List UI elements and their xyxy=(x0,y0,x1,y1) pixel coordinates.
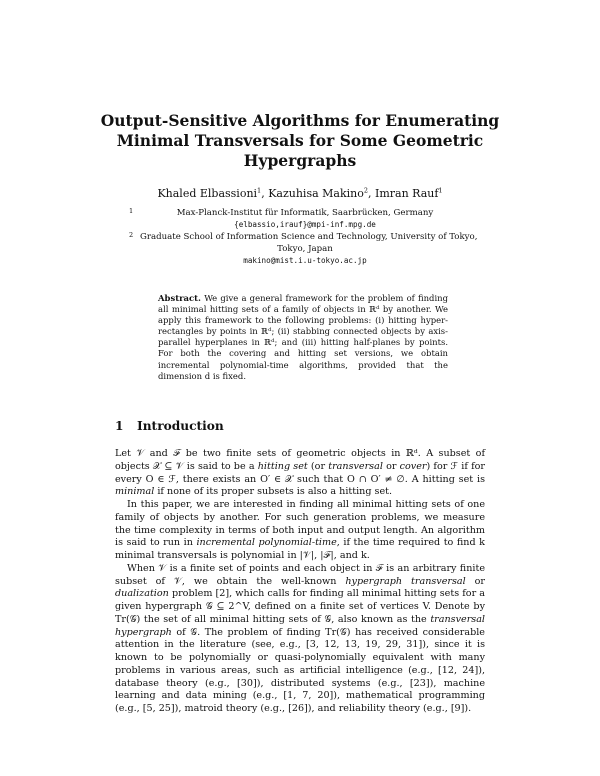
body-text xyxy=(115,448,485,716)
author-name: Imran Rauf xyxy=(375,187,439,200)
author-name: Khaled Elbassioni xyxy=(157,187,258,200)
emphasis-text: dualization xyxy=(115,588,169,600)
title-line: Hypergraphs xyxy=(243,151,357,170)
paper-title xyxy=(90,111,510,171)
paragraph xyxy=(115,448,485,499)
section-title: Introduction xyxy=(137,419,224,433)
abstract-label: Abstract. xyxy=(158,293,201,303)
affiliation-text: Graduate School of Information Science and Technology, University of Tokyo, xyxy=(140,232,478,242)
affiliation-email: makino@mist.i.u-tokyo.ac.jp xyxy=(243,256,367,265)
paragraph-text: or xyxy=(465,575,485,587)
paragraph-text: Let 𝒱 and ℱ be two finite sets of geometric objects in ℝᵈ. A subset of objects 𝒳 ⊆ 𝒱 is said to be a xyxy=(115,448,485,472)
paragraph-text: (or xyxy=(307,460,329,472)
affiliation-text: Max-Planck-Institut für Informatik, Saarbrücken, Germany xyxy=(176,208,434,218)
emphasis-text: hypergraph transversal xyxy=(345,575,466,587)
emphasis-text: transversal hypergraph xyxy=(115,613,485,638)
author-affil-mark: 1 xyxy=(438,186,443,195)
affiliation-number: 2 xyxy=(129,231,134,239)
author-affil-mark: 2 xyxy=(363,186,368,195)
title-line: Minimal Transversals for Some Geometric xyxy=(116,131,484,150)
paragraph-text: if none of its proper subsets is also a hitting set. xyxy=(154,486,393,498)
author-affil-mark: 1 xyxy=(257,186,262,195)
emphasis-text: minimal xyxy=(115,486,155,498)
emphasis-text: cover xyxy=(399,460,427,472)
emphasis-text: hitting set xyxy=(257,460,308,472)
affiliation-email: {elbassio,irauf}@mpi-inf.mpg.de xyxy=(234,220,376,229)
paragraph xyxy=(115,563,485,716)
paragraph-text: ) for ℱ if for every O ∈ ℱ, there exists an O′ ∈ 𝒳 such that O ∩ O′ ≠ ∅. A hitting set is xyxy=(115,460,485,485)
emphasis-text: incremental polynomial-time xyxy=(196,537,337,549)
affiliation-number: 1 xyxy=(129,207,134,215)
title-line: Output-Sensitive Algorithms for Enumerating xyxy=(100,111,500,130)
abstract-text: We give a general framework for the problem of finding all minimal hitting sets of a family of objects in ℝᵈ by another. We apply this framework to the following problems: (i) hitting hyper-rectangles by points in ℝᵈ; (ii) stabbing connected objects by axis-parallel hyperplanes in ℝᵈ; and (iii) hitting half-planes by points. For both the covering and hitting set versions, we obtain incremental polynomial-time algorithms, provided that the dimension d is fixed. xyxy=(158,293,448,381)
abstract xyxy=(158,293,448,382)
affiliation-text: Tokyo, Japan xyxy=(277,244,333,254)
paragraph-text: , if the time required to find k minimal transversals is polynomial in |𝒱|, |ℱ|, and k. xyxy=(115,537,485,561)
author-list xyxy=(90,187,510,201)
paragraph-text: problem [2], which calls for finding all minimal hitting sets for a given hypergraph 𝒢 ⊆ 2^V, defined on a finite set of vertices V. Denote by Tr(𝒢) the set of all minimal hitting sets of 𝒢, also known as the xyxy=(115,588,485,625)
emphasis-text: transversal xyxy=(328,460,383,472)
paragraph-text: or xyxy=(382,460,400,472)
paragraph-text: When 𝒱 is a finite set of points and each object in ℱ is an arbitrary finite subset of 𝒱, we obtain the well-known xyxy=(115,562,485,587)
author-separator: , xyxy=(368,187,375,200)
section-number: 1 xyxy=(115,419,124,433)
paragraph-text: of 𝒢. The problem of finding Tr(𝒢) has received considerable attention in the literature (see, e.g., [3, 12, 13, 19, 29, 31]), since it is known to be polynomially or quasi-polynomially equivalent with many problems in various areas, such as artificial intelligence (e.g., [12, 24]), database theory (e.g., [30]), distributed systems (e.g., [23]), machine learning and data mining (e.g., [1, 7, 20]), mathematical programming (e.g., [5, 25]), matroid theory (e.g., [26]), and reliability theory (e.g., [9]). xyxy=(115,626,485,714)
author-separator: , xyxy=(261,187,269,200)
paragraph xyxy=(115,499,485,563)
section-heading xyxy=(115,419,224,433)
affiliation-1 xyxy=(129,207,470,231)
author-name: Kazuhisa Makino xyxy=(268,187,364,200)
paragraph-text: In this paper, we are interested in finding all minimal hitting sets of one family of objects by another. For such generation problems, we measure the time complexity in terms of both input and output length. An algorithm is said to run in xyxy=(115,499,485,549)
affiliation-2 xyxy=(129,231,478,267)
